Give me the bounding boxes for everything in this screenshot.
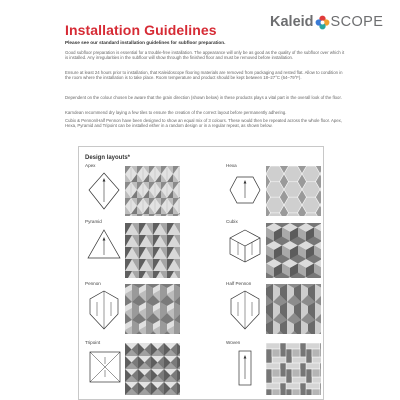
intro-paragraph-conditioning: Ensure at least 24 hours prior to installation, that Kaleidoscope flooring materials are removed from packaging and rested flat. Allow to condition in the room where the installation is to take place. Room temperature and product should be kept between 18–27°C (64–79°F).: [65, 70, 343, 81]
kaleidoscope-flower-icon: [315, 15, 330, 30]
intro-paragraph-subfloor: Good subfloor preparation is essential for a trouble-free installation. The appearance will only be as good as the quality of the subfloor over which it is installed. Any irregularities in the subfloor will show through the finished floor and must be removed before installation.: [65, 50, 345, 61]
pennon-shape-diagram: [88, 290, 120, 330]
layout-label-woven: Woven: [226, 340, 241, 345]
tripoint-shape-diagram: [88, 350, 122, 384]
intro-subtitle: Please see our standard installation guidelines for subfloor preparation.: [65, 40, 226, 45]
logo-text-kaleid: Kaleid: [270, 14, 314, 30]
layout-label-half-pennon: Half Pennon: [226, 281, 252, 286]
intro-paragraph-dry-lay: Karndean recommend dry laying a few tiles to ensure the creation of the correct layout before permanently adhering.: [65, 110, 287, 115]
woven-shape-diagram: [230, 350, 260, 386]
page-title: Installation Guidelines: [65, 22, 217, 38]
pyramid-shape-diagram: [87, 228, 121, 260]
apex-shape-diagram: [88, 172, 120, 210]
layout-label-hexa: Hexa: [226, 163, 237, 168]
kaleidoscope-logo: [270, 12, 383, 32]
half-pennon-pattern-swatch: [266, 284, 321, 334]
hexa-pattern-swatch: [266, 166, 321, 216]
intro-paragraph-grain: Dependent on the colour chosen be aware that the grain direction (shown below) in these products plays a vital part in the overall look of the floor.: [65, 95, 342, 100]
design-layouts-title: Design layouts*: [85, 155, 131, 161]
apex-pattern-swatch: [125, 166, 180, 216]
woven-pattern-swatch: [266, 343, 321, 395]
layout-label-pyramid: Pyramid: [85, 219, 102, 224]
layout-label-apex: Apex: [85, 163, 96, 168]
layout-label-pennon: Pennon: [85, 281, 101, 286]
hexa-shape-diagram: [229, 174, 261, 206]
intro-paragraph-colours: Cubix & Pennon/Half Pennon have been designed to show an equal mix of 3 colours. These would then be repeated across the whole floor. Apex, Hexa, Pyramid and Tripoint can be installed either in a random design or in a regular repeat, as shown below.: [65, 118, 343, 129]
tripoint-pattern-swatch: [125, 343, 180, 395]
cubix-pattern-swatch: [266, 223, 321, 278]
cubix-shape-diagram: [228, 228, 262, 264]
layout-label-cubix: Cubix: [226, 219, 238, 224]
logo-text-scope: SCOPE: [330, 14, 384, 30]
pennon-pattern-swatch: [125, 284, 180, 334]
pyramid-pattern-swatch: [125, 223, 180, 278]
layout-label-tripoint: Tripoint: [85, 340, 101, 345]
half-pennon-shape-diagram: [229, 290, 261, 330]
